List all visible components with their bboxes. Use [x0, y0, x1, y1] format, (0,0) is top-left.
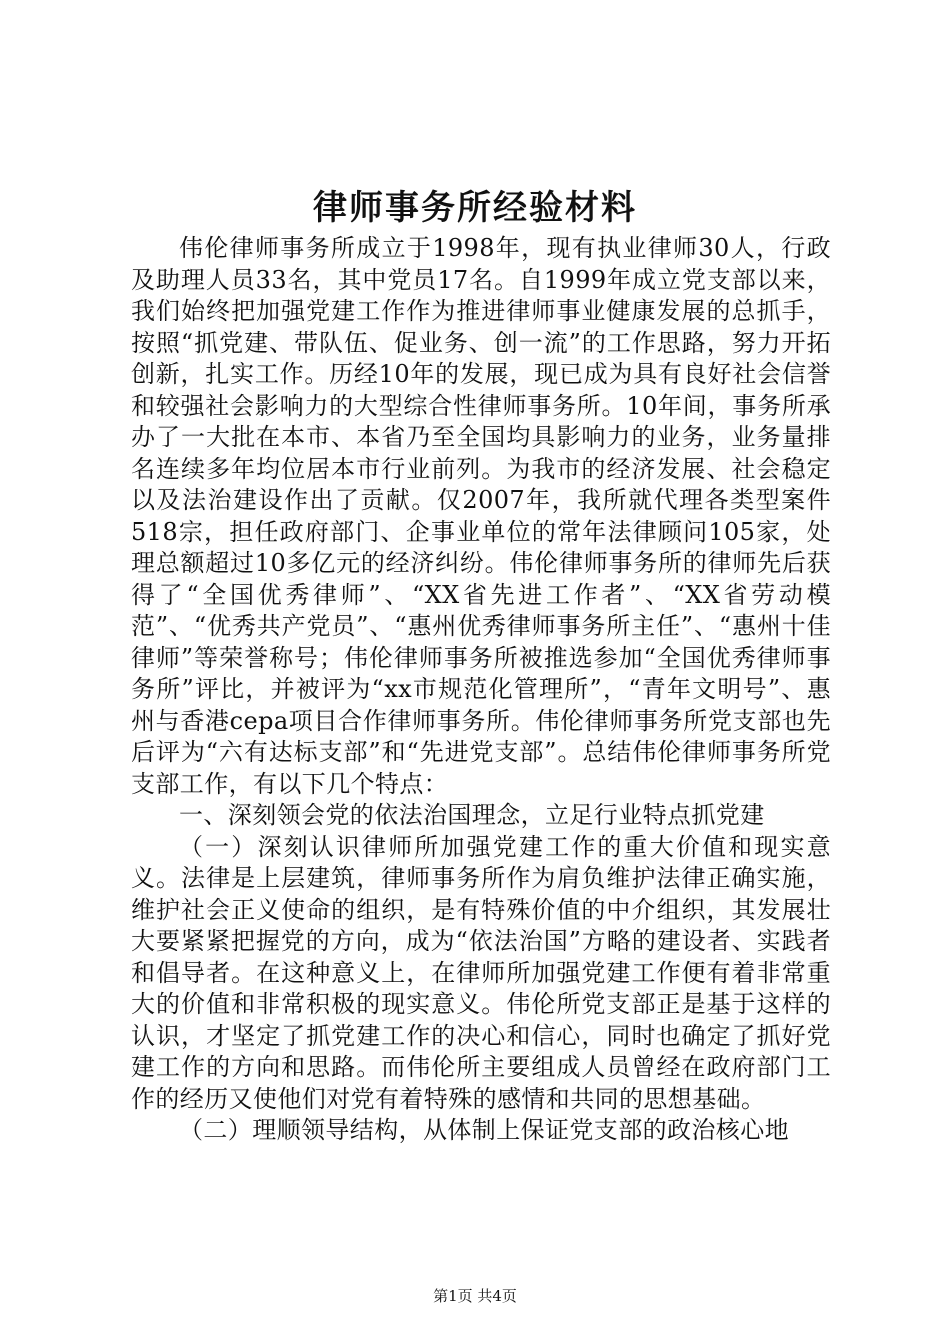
- document-title: 律师事务所经验材料: [313, 188, 637, 228]
- page-footer: 第1页 共4页: [433, 1287, 517, 1305]
- document-body: [131, 233, 831, 1147]
- body-paragraph: 伟伦律师事务所成立于1998年，现有执业律师30人，行政及助理人员33名，其中党员17名。自1999年成立党支部以来，我们始终把加强党建工作作为推进律师事业健康发展的总抓手，按照“抓党建、带队伍、促业务、创一流”的工作思路，努力开拓创新，扎实工作。历经10年的发展，现已成为具有良好社会信誉和较强社会影响力的大型综合性律师事务所。10年间，事务所承办了一大批在本市、本省乃至全国均具影响力的业务，业务量排名连续多年均位居本市行业前列。为我市的经济发展、社会稳定以及法治建设作出了贡献。仅2007年，我所就代理各类型案件518宗，担任政府部门、企事业单位的常年法律顾问105家，处理总额超过10多亿元的经济纠纷。伟伦律师事务所的律师先后获得了“全国优秀律师”、“XX省先进工作者”、“XX省劳动模范”、“优秀共产党员”、“惠州优秀律师事务所主任”、“惠州十佳律师”等荣誉称号；伟伦律师事务所被推选参加“全国优秀律师事务所”评比，并被评为“xx市规范化管理所”，“青年文明号”、惠州与香港cepa项目合作律师事务所。伟伦律师事务所党支部也先后评为“六有达标支部”和“先进党支部”。总结伟伦律师事务所党支部工作，有以下几个特点：: [131, 234, 831, 798]
- body-paragraph: （二）理顺领导结构，从体制上保证党支部的政治核心地: [179, 1116, 789, 1144]
- section-heading: 一、深刻领会党的依法治国理念，立足行业特点抓党建: [179, 801, 765, 829]
- body-paragraph: （一）深刻认识律师所加强党建工作的重大价值和现实意义。法律是上层建筑，律师事务所作为肩负维护法律正确实施，维护社会正义使命的组织，是有特殊价值的中介组织，其发展壮大要紧紧把握党的方向，成为“依法治国”方略的建设者、实践者和倡导者。在这种意义上，在律师所加强党建工作便有着非常重大的价值和非常积极的现实意义。伟伦所党支部正是基于这样的认识，才坚定了抓党建工作的决心和信心，同时也确定了抓好党建工作的方向和思路。而伟伦所主要组成人员曾经在政府部门工作的经历又使他们对党有着特殊的感情和共同的思想基础。: [131, 832, 831, 1113]
